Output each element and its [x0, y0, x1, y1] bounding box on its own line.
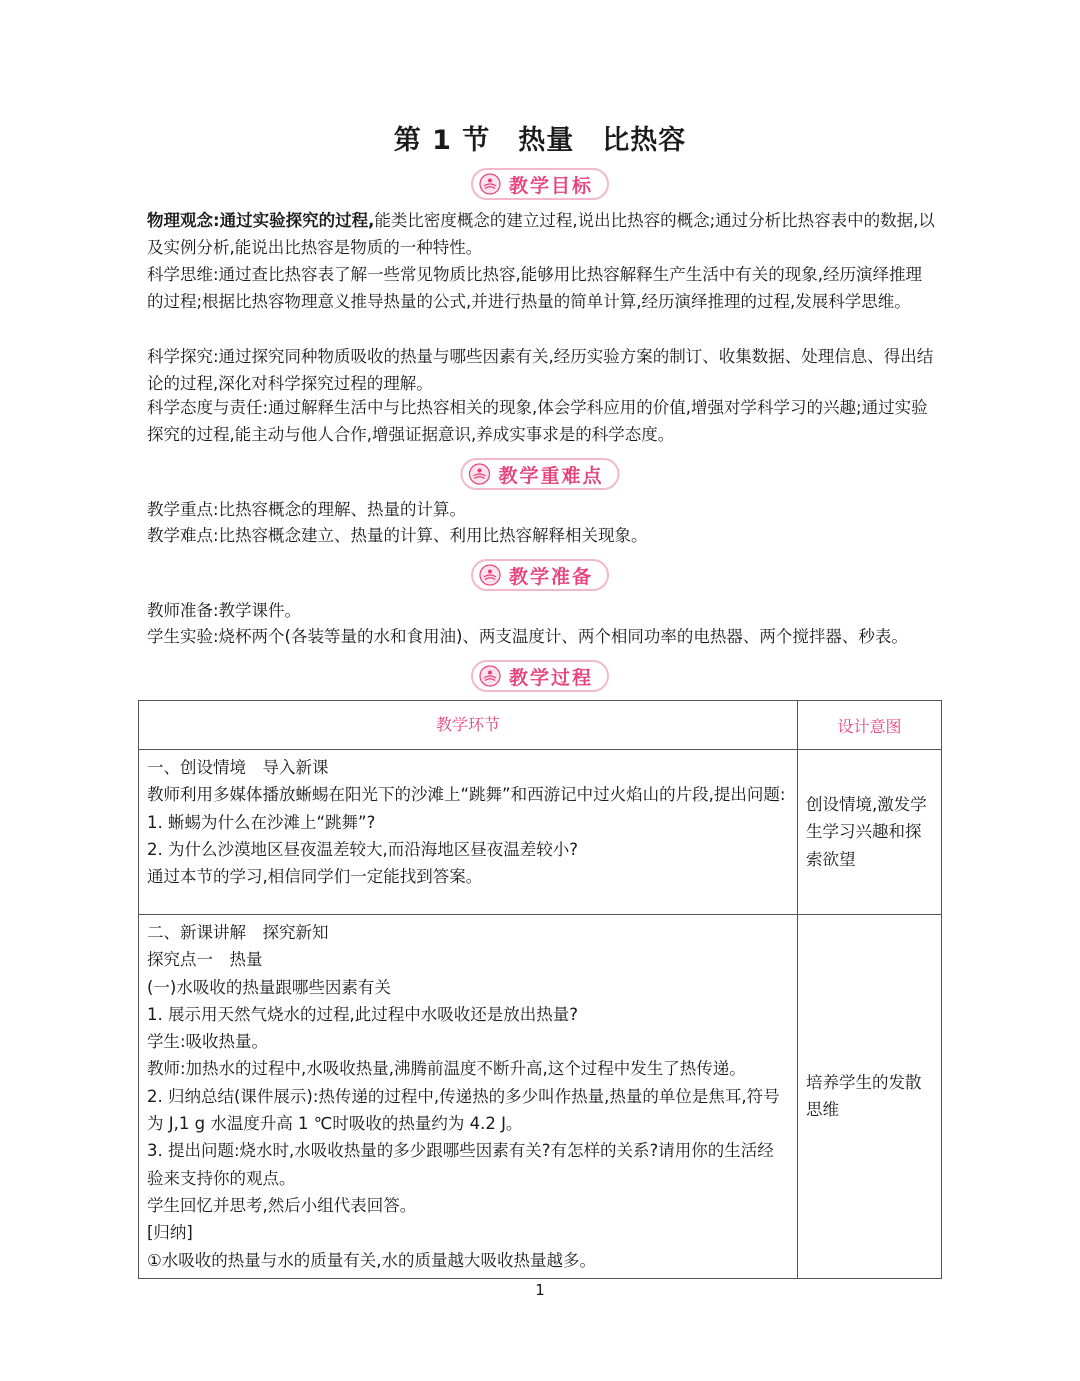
book-icon: [479, 564, 501, 586]
goal-1-text: 能类比密度概念的建立过程,说出比热容的概念;通过分析比热容表中的数据,以及实例分析,能说出比热容是物质的一种特性。: [147, 211, 935, 257]
section-badge-process: [471, 660, 609, 692]
section-label: 教学重难点: [498, 464, 604, 487]
student-prep: 学生实验:烧杯两个(各装等量的水和食用油)、两支温度计、两个相同功率的电热器、两个搅拌器、秒表。: [147, 627, 908, 646]
row1-intent: 创设情境,激发学生学习兴趣和探索欲望: [798, 750, 942, 915]
row2-line: 探究点一 热量: [147, 950, 263, 970]
section-badge-keypoints: [460, 458, 619, 490]
row2-line: 学生:吸收热量。: [147, 1032, 269, 1052]
header-design-intent: 设计意图: [798, 701, 942, 750]
difficult-point: 教学难点:比热容概念建立、热量的计算、利用比热容解释相关现象。: [147, 526, 648, 545]
page-title: 第 1 节 热量 比热容: [393, 125, 687, 156]
process-table: [138, 700, 942, 1279]
book-icon: [479, 665, 501, 687]
book-icon: [479, 173, 501, 195]
key-point: 教学重点:比热容概念的理解、热量的计算。: [147, 500, 467, 519]
goal-1-lead: 物理观念:通过实验探究的过程,: [147, 211, 375, 230]
table-row: [139, 915, 942, 1279]
row1-line: 2. 为什么沙漠地区昼夜温差较大,而沿海地区昼夜温差较小?: [147, 839, 578, 859]
goal-paragraph-2: 科学思维:通过查比热容表了解一些常见物质比热容,能够用比热容解释生产生活中有关的现象,经历演绎推理的过程;根据比热容物理意义推导热量的公式,并进行热量的简单计算,经历演绎推理的过程,发展科学思维。: [147, 265, 923, 311]
book-icon: [468, 463, 490, 485]
row1-line: 一、创设情境 导入新课: [147, 758, 329, 777]
teacher-prep: 教师准备:教学课件。: [147, 601, 302, 620]
row2-intent: 培养学生的发散思维: [798, 915, 942, 1279]
header-teaching-step: 教学环节: [139, 701, 798, 750]
row2-line: (一)水吸收的热量跟哪些因素有关: [147, 977, 391, 997]
goal-paragraph-1: [147, 207, 937, 261]
row2-content: [139, 915, 798, 1279]
row1-content: [139, 750, 798, 915]
row2-line: 1. 展示用天然气烧水的过程,此过程中水吸收还是放出热量?: [147, 1004, 578, 1024]
table-row: [139, 750, 942, 915]
row1-line: 通过本节的学习,相信同学们一定能找到答案。: [147, 867, 483, 887]
row2-line: ①水吸收的热量与水的质量有关,水的质量越大吸收热量越多。: [147, 1250, 597, 1270]
page-number: 1: [535, 1281, 545, 1299]
goal-paragraph-3: 科学探究:通过探究同种物质吸收的热量与哪些因素有关,经历实验方案的制订、收集数据、处理信息、得出结论的过程,深化对科学探究过程的理解。: [147, 347, 934, 393]
section-badge-goals: [471, 168, 609, 200]
section-label: 教学准备: [508, 565, 594, 588]
row2-line: 2. 归纳总结(课件展示):热传递的过程中,传递热的多少叫作热量,热量的单位是焦耳,符号为 J,1 g 水温度升高 1 ℃时吸收的热量约为 4.2 J。: [147, 1086, 780, 1134]
row2-line: 3. 提出问题:烧水时,水吸收热量的多少跟哪些因素有关?有怎样的关系?请用你的生活经验来支持你的观点。: [147, 1141, 774, 1188]
row2-line: 二、新课讲解 探究新知: [147, 923, 329, 942]
section-badge-prep: [471, 559, 609, 591]
row1-line: 教师利用多媒体播放蜥蜴在阳光下的沙滩上“跳舞”和西游记中过火焰山的片段,提出问题:: [147, 785, 786, 805]
section-label: 教学过程: [508, 666, 594, 689]
row2-line: [归纳]: [147, 1223, 193, 1243]
section-label: 教学目标: [508, 174, 594, 197]
row2-line: 教师:加热水的过程中,水吸收热量,沸腾前温度不断升高,这个过程中发生了热传递。: [147, 1059, 746, 1079]
row2-line: 学生回忆并思考,然后小组代表回答。: [147, 1195, 417, 1215]
goal-paragraph-4: 科学态度与责任:通过解释生活中与比热容相关的现象,体会学科应用的价值,增强对学科学习的兴趣;通过实验探究的过程,能主动与他人合作,增强证据意识,养成实事求是的科学态度。: [147, 398, 928, 444]
table-header-row: [139, 701, 942, 750]
row1-line: 1. 蜥蜴为什么在沙滩上“跳舞”?: [147, 812, 376, 832]
